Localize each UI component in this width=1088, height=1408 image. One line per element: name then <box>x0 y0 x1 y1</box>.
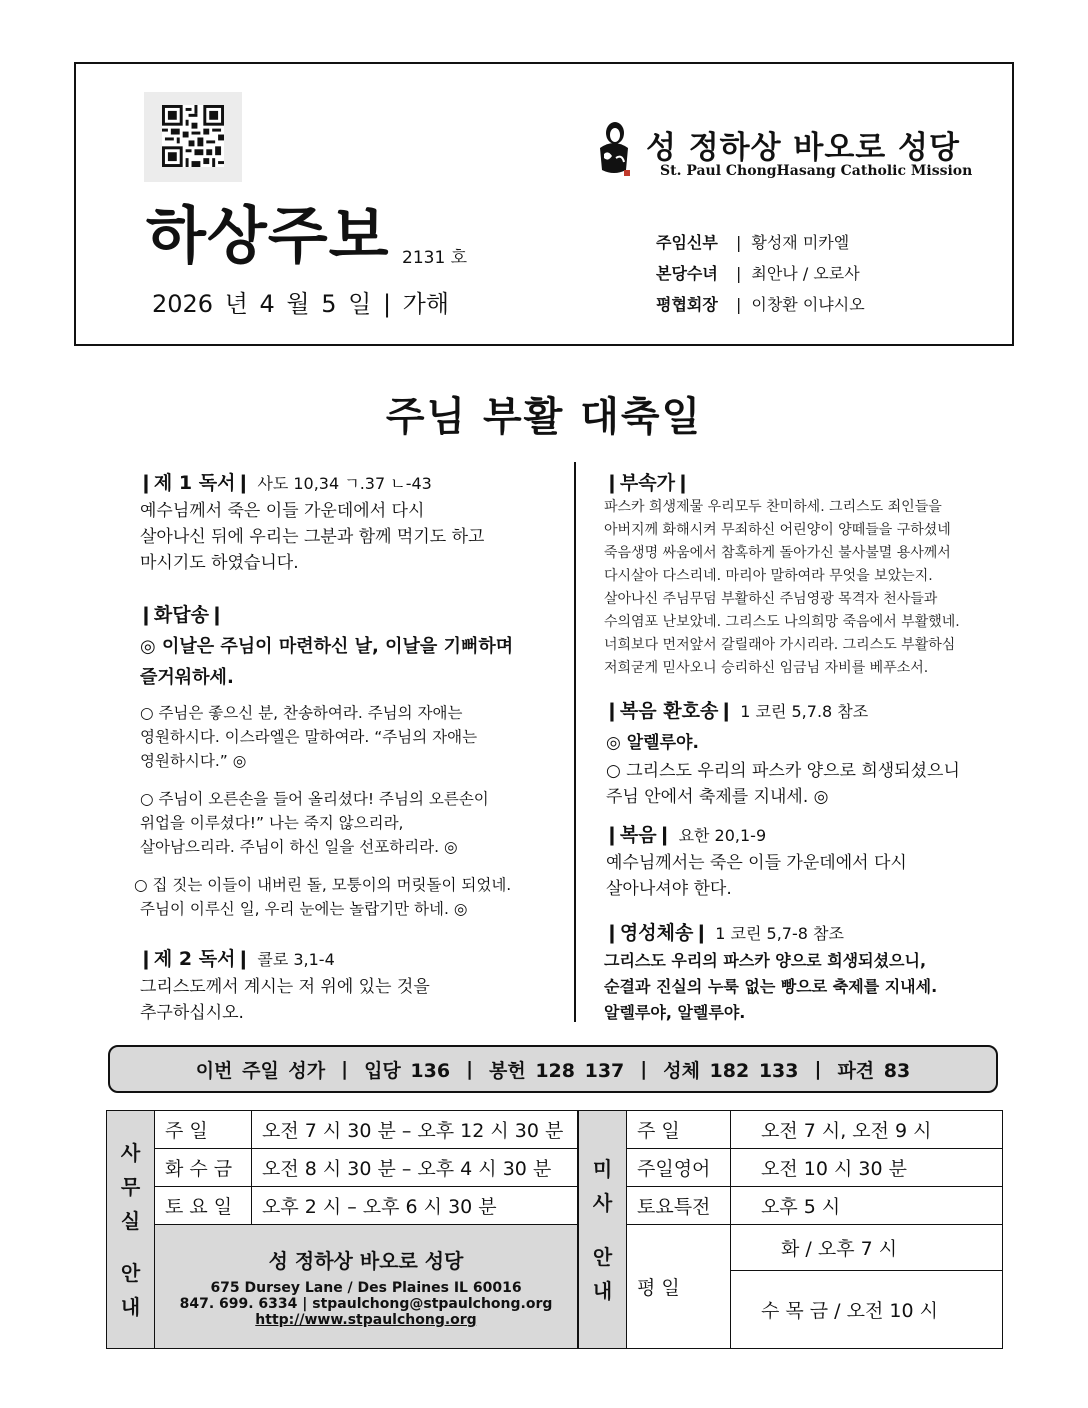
mass-weekday-time: 수 목 금 / 오전 10 시 <box>731 1271 1003 1349</box>
mass-weekday-label: 평 일 <box>627 1225 731 1349</box>
staff-row-pastor: 주임신부 | 황성재 미카엘 <box>656 230 849 253</box>
office-hours-table <box>106 1110 578 1349</box>
text-line: 마시기도 하였습니다. <box>140 553 299 573</box>
reading1-ref: 사도 10,34 ㄱ.37 ㄴ-43 <box>257 474 432 493</box>
alleluia-response: ◎ 알렐루야. <box>606 733 699 753</box>
header-char: 사 <box>592 1190 613 1215</box>
reading2-ref: 콜로 3,1-4 <box>257 950 335 969</box>
text-line: 영원하시다.” ◎ <box>140 752 247 770</box>
contact-name: 성 정하상 바오로 성당 <box>268 1249 464 1273</box>
gospel-ref: 요한 20,1-9 <box>678 826 767 845</box>
office-day: 토 요 일 <box>155 1187 252 1225</box>
text-line: 주님 안에서 축제를 지내세. ◎ <box>606 787 829 807</box>
mass-time: 오후 5 시 <box>731 1187 1003 1225</box>
hymn-title: 이번 주일 성가 <box>195 1059 326 1082</box>
gospel-text <box>606 850 907 902</box>
gospel-heading <box>604 820 766 847</box>
alleluia-ref: 1 코린 5,7.8 참조 <box>740 702 869 721</box>
issue-number: 2131 호 <box>402 248 468 268</box>
church-name-english: St. Paul ChongHasang Catholic Mission <box>660 163 973 179</box>
reading1-heading <box>138 468 432 495</box>
reading1-text <box>140 498 484 576</box>
mass-day: 주일영어 <box>627 1149 731 1187</box>
staff-role: 주임신부 <box>656 233 718 252</box>
text-line: 살아나신 주님무덤 부활하신 주님영광 목격자 천사들과 <box>604 591 938 607</box>
communion-ref: 1 코린 5,7-8 참조 <box>715 924 844 943</box>
mass-time: 오전 10 시 30 분 <box>731 1149 1003 1187</box>
text-line: ○ 집 짓는 이들이 내버린 돌, 모퉁이의 머릿돌이 되었네. <box>134 876 512 894</box>
mass-time: 오전 7 시, 오전 9 시 <box>731 1111 1003 1149</box>
office-hours: 오전 8 시 30 분 – 오후 4 시 30 분 <box>252 1149 578 1187</box>
header-char: 사 <box>120 1140 141 1165</box>
psalm-verse-3 <box>134 873 511 921</box>
text-line: 추구하십시오. <box>140 1003 244 1023</box>
header-char <box>107 1238 154 1256</box>
communion-label: ❙영성체송❙ <box>604 922 710 944</box>
psalm-verse-1 <box>140 701 477 773</box>
header-char: 내 <box>592 1278 613 1303</box>
alleluia-heading <box>604 696 868 723</box>
reading2-text <box>140 974 430 1026</box>
text-line: 알렐루야, 알렐루야. <box>604 1003 746 1022</box>
sequence-text <box>604 496 960 680</box>
text-line: 영원하시다. 이스라엘은 말하여라. “주님의 자애는 <box>140 728 478 746</box>
mass-header <box>579 1111 627 1349</box>
contact-phone-email[interactable]: 847. 699. 6334 | stpaulchong@stpaulchong.org <box>179 1296 553 1312</box>
alleluia-verse <box>606 758 960 810</box>
text-line: 순결과 진실의 누룩 없는 빵으로 축제를 지내세. <box>604 977 938 996</box>
contact-block <box>155 1225 578 1349</box>
hymn-entrance: 입당 136 <box>364 1059 451 1082</box>
reading2-label: ❙제 2 독서❙ <box>138 948 252 970</box>
church-name-korean: 성 정하상 바오로 성당 <box>646 130 960 166</box>
feast-title: 주님 부활 대축일 <box>385 394 703 440</box>
office-day: 화 수 금 <box>155 1149 252 1187</box>
hymn-communion: 성체 182 133 <box>663 1059 799 1082</box>
header-char: 내 <box>120 1294 141 1319</box>
text-line: ○ 그리스도 우리의 파스카 양으로 희생되셨으니 <box>606 761 960 781</box>
gospel-label: ❙복음❙ <box>604 824 673 846</box>
sequence-label: ❙부속가❙ <box>604 472 691 494</box>
mass-weekday-time: 화 / 오후 7 시 <box>731 1225 1003 1271</box>
staff-role: 평협회장 <box>656 295 718 314</box>
text-line: 저희굳게 믿사오니 승리하신 임금님 자비를 베푸소서. <box>604 660 929 676</box>
office-hours: 오전 7 시 30 분 – 오후 12 시 30 분 <box>252 1111 578 1149</box>
text-line: 파스카 희생제물 우리모두 찬미하세. 그리스도 죄인들을 <box>604 499 942 515</box>
header-char <box>579 1220 626 1240</box>
text-line: 그리스도 우리의 파스카 양으로 희생되셨으니, <box>604 951 927 970</box>
text-line: 살아남으리라. 주님이 하신 일을 선포하리라. ◎ <box>140 838 458 856</box>
mass-times-table <box>578 1110 1003 1349</box>
psalm-label: ❙화답송❙ <box>138 604 225 626</box>
header-char: 안 <box>592 1244 613 1269</box>
alleluia-label: ❙복음 환호송❙ <box>604 700 735 722</box>
text-line: 수의염포 난보았네. 그리스도 나의희망 죽음에서 부활했네. <box>604 614 960 630</box>
communion-text <box>604 948 937 1026</box>
text-line: 죽음생명 싸움에서 참혹하게 돌아가신 불사불멸 용사께서 <box>604 545 951 561</box>
text-line: 아버지께 화해시켜 무죄하신 어린양이 양떼들을 구하셨네 <box>604 522 951 538</box>
staff-name: 최안나 / 오로사 <box>751 264 860 283</box>
saint-portrait-logo-icon <box>594 120 632 178</box>
header-char: 안 <box>120 1260 141 1285</box>
communion-heading <box>604 918 844 945</box>
hymn-bar: 이번 주일 성가 | 입당 136 | 봉헌 128 137 | 성체 182 133 | 파견 83 <box>108 1045 998 1093</box>
mass-day: 토요특전 <box>627 1187 731 1225</box>
contact-address: 675 Dursey Lane / Des Plaines IL 60016 <box>210 1280 522 1296</box>
date-line: 2026 년 4 월 5 일 | 가해 <box>152 290 450 318</box>
psalm-verse-2 <box>140 787 489 859</box>
staff-role: 본당수녀 <box>656 264 718 283</box>
staff-row-council: 평협회장 | 이창환 이냐시오 <box>656 292 865 315</box>
text-line: 즐거워하세. <box>140 667 234 688</box>
text-line: 주님이 이루신 일, 우리 눈에는 놀랍기만 하네. ◎ <box>140 900 468 918</box>
header-char: 미 <box>592 1156 613 1181</box>
text-line: 그리스도께서 계시는 저 위에 있는 것을 <box>140 977 430 997</box>
reading1-label: ❙제 1 독서❙ <box>138 472 252 494</box>
text-line: 예수님께서는 죽은 이들 가운데에서 다시 <box>606 853 907 873</box>
hymn-recessional: 파견 83 <box>837 1059 911 1082</box>
qr-code-icon[interactable] <box>162 105 224 167</box>
text-line: 살아나셔야 한다. <box>606 879 732 899</box>
office-header <box>107 1111 155 1349</box>
text-line: 위업을 이루셨다!” 나는 죽지 않으리라, <box>140 814 404 832</box>
header-char: 실 <box>120 1208 141 1233</box>
staff-name: 황성재 미카엘 <box>751 233 850 252</box>
text-line: 살아나신 뒤에 우리는 그분과 함께 먹기도 하고 <box>140 527 485 547</box>
column-divider <box>574 462 576 1022</box>
text-line: ○ 주님은 좋으신 분, 찬송하여라. 주님의 자애는 <box>140 704 463 722</box>
psalm-response <box>140 631 513 693</box>
mass-day: 주 일 <box>627 1111 731 1149</box>
office-hours: 오후 2 시 – 오후 6 시 30 분 <box>252 1187 578 1225</box>
text-line: ◎ 이날은 주님이 마련하신 날, 이날을 기뻐하며 <box>140 636 514 657</box>
staff-name: 이창환 이냐시오 <box>751 295 865 314</box>
hymn-offertory: 봉헌 128 137 <box>489 1059 625 1082</box>
text-line: ○ 주님이 오른손을 들어 올리셨다! 주님의 오른손이 <box>140 790 489 808</box>
text-line: 예수님께서 죽은 이들 가운데에서 다시 <box>140 501 425 521</box>
staff-row-sister: 본당수녀 | 최안나 / 오로사 <box>656 261 860 284</box>
header-char: 무 <box>120 1174 141 1199</box>
text-line: 다시살아 다스리네. 마리아 말하여라 무엇을 보았는지. <box>604 568 933 584</box>
qr-code-frame <box>144 92 242 182</box>
reading2-heading <box>138 944 335 971</box>
office-day: 주 일 <box>155 1111 252 1149</box>
contact-website-link[interactable]: http://www.stpaulchong.org <box>255 1312 477 1328</box>
text-line: 너희보다 먼저앞서 갈릴래아 가시리라. 그리스도 부활하심 <box>604 637 956 653</box>
bulletin-title: 하상주보 <box>146 199 390 272</box>
